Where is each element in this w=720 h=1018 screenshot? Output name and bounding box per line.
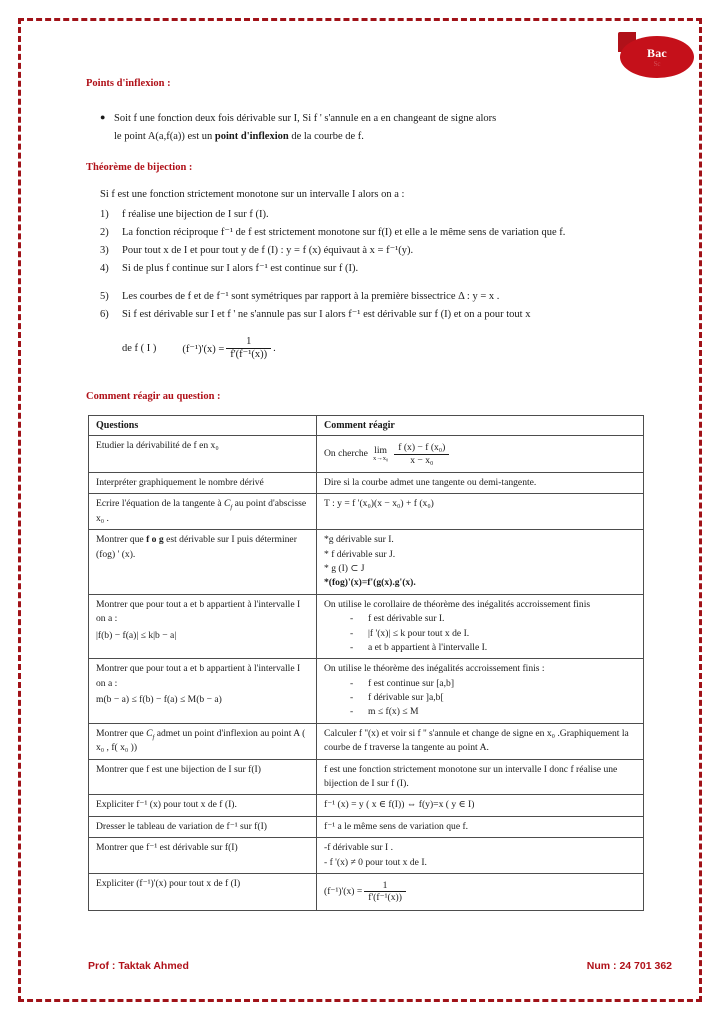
bijection-derivative-formula — [122, 336, 276, 361]
formula-lhs: (f⁻¹)'(x) = — [324, 885, 363, 897]
formula-fraction — [226, 336, 271, 361]
question-text-part2: est dérivable sur I puis déterminer (fog) ' (x). — [96, 534, 297, 560]
answer-cell: f⁻¹ (x) = y ( x ∈ f(I)) ⇔ f(y)=x ( y ∈ I) — [317, 795, 644, 816]
item-text: f réalise une bijection de I sur f (I). — [122, 209, 269, 220]
answer-cell — [317, 659, 644, 724]
column-header-comment-reagir: Comment réagir — [317, 416, 644, 436]
formula-expression — [182, 336, 275, 361]
page-footer — [88, 960, 672, 972]
list-item-label: f dérivable sur ]a,b[ — [368, 692, 444, 704]
list-item — [100, 110, 500, 147]
table-row — [89, 659, 644, 724]
answer-cell — [317, 838, 644, 874]
inflexion-bullet-text — [114, 110, 500, 147]
answer-cell: T : y = f '(x₀)(x − x₀) + f (x₀) — [317, 494, 644, 530]
answer-line: *g dérivable sur I. — [324, 534, 394, 546]
question-cell — [89, 659, 317, 724]
table-row — [89, 494, 644, 530]
composition-bold: f o g — [146, 534, 164, 546]
curve-symbol: C — [146, 727, 153, 739]
answer-line: -f dérivable sur I . — [324, 842, 393, 854]
dash-bullet-icon: - — [350, 692, 354, 704]
badge-title: Bac — [647, 45, 667, 60]
list-item-label: f est continue sur [a,b] — [368, 677, 455, 689]
item-number: 6) — [100, 309, 109, 320]
bijection-intro: Si f est une fonction strictement monotone sur un intervalle I alors on a : — [100, 189, 405, 200]
question-text-part2: admet un point d'inflexion au point A ( x₀ , f( x₀ )) — [96, 727, 306, 754]
table-row — [89, 759, 644, 795]
fraction-numerator: 1 — [246, 336, 252, 347]
section-title-inflexion: Points d'inflexion : — [86, 78, 171, 89]
answer-dash-list — [324, 612, 637, 655]
inflexion-text-part1: Soit f une fonction deux fois dérivable sur I, Si f ' s'annule en a en changeant de signe alors le point A(a,f(a)) est un — [114, 113, 497, 143]
section-title-bijection: Théorème de bijection : — [86, 162, 193, 173]
item-number: 4) — [100, 263, 109, 274]
answer-cell — [317, 436, 644, 473]
answer-line: On utilise le théorème des inégalités accroissement finis : — [324, 663, 545, 675]
curve-subscript: f — [230, 504, 233, 512]
inflexion-text-bold: point d'inflexion — [214, 131, 289, 143]
dash-bullet-icon: - — [350, 641, 354, 653]
dash-bullet-icon: - — [350, 613, 354, 625]
question-line: Montrer que pour tout a et b appartient à l'intervalle I on a : — [96, 663, 301, 689]
table-header-row — [89, 416, 644, 436]
item-number: 1) — [100, 209, 109, 220]
answer-cell: f est une fonction strictement monotone sur un intervalle I donc f réalise une bijection de I sur f (I). — [317, 759, 644, 795]
question-math: |f(b) − f(a)| ≤ k|b − a| — [96, 629, 177, 641]
list-item-label: a et b appartient à l'intervalle I. — [368, 641, 488, 653]
item-text: Les courbes de f et de f⁻¹ sont symétriques par rapport à la première bissectrice Δ : y = x . — [122, 291, 500, 302]
item-number: 2) — [100, 227, 109, 238]
formula-label: de f ( I ) — [122, 343, 157, 355]
question-cell — [89, 594, 317, 659]
table-row — [89, 723, 644, 759]
fraction-numerator: f (x) − f (x₀) — [398, 442, 446, 454]
question-line: Montrer que pour tout a et b appartient à l'intervalle I on a : — [96, 598, 301, 625]
question-text-part1: Montrer que — [96, 727, 147, 739]
answer-line: * g (I) ⊂ J — [324, 562, 365, 574]
bijection-theorem-block — [100, 186, 605, 324]
table-row — [89, 795, 644, 816]
fraction-denominator: f'(f⁻¹(x)) — [226, 348, 271, 361]
list-item — [100, 260, 605, 277]
badge-subtitle: Sc — [653, 59, 661, 68]
formula-fraction — [364, 880, 406, 903]
list-item — [100, 306, 605, 323]
table-row — [89, 530, 644, 595]
list-item — [324, 627, 637, 641]
answer-line: * f dérivable sur J. — [324, 548, 396, 560]
answer-cell: Dire si la courbe admet une tangente ou demi-tangente. — [317, 473, 644, 494]
question-cell — [89, 494, 317, 530]
list-item — [324, 705, 637, 719]
item-text: Si de plus f continue sur I alors f⁻¹ est continue sur f (I). — [122, 263, 359, 274]
item-text: Si f est dérivable sur I et f ' ne s'annule pas sur I alors f⁻¹ est dérivable sur f (I) et on a pour tout x — [122, 309, 531, 320]
answer-dash-list — [324, 677, 637, 720]
list-item-label: f est dérivable sur I. — [368, 613, 445, 625]
question-text-part1: Ecrire l'équation de la tangente à — [96, 498, 224, 510]
formula-lhs: (f⁻¹)'(x) = — [182, 343, 225, 355]
list-item — [100, 288, 605, 305]
answer-line: - f '(x) ≠ 0 pour tout x de I. — [324, 856, 427, 868]
question-cell: Interpréter graphiquement le nombre dérivé — [89, 473, 317, 494]
question-cell: Montrer que f⁻¹ est dérivable sur f(I) — [89, 838, 317, 874]
table-row — [89, 594, 644, 659]
questions-reactions-table — [88, 415, 644, 911]
list-item — [100, 242, 605, 259]
table-row — [89, 816, 644, 837]
answer-line: On utilise le corollaire de théorème des inégalités accroissement finis — [324, 598, 591, 610]
table-row — [89, 473, 644, 494]
lim-subscript: x→x₀ — [372, 454, 389, 462]
list-item — [100, 224, 605, 241]
item-number: 3) — [100, 245, 109, 256]
answer-cell: Calculer f ''(x) et voir si f '' s'annule et change de signe en x₀ .Graphiquement la courbe de f traverse la tangente au point A. — [317, 723, 644, 759]
question-text-part1: Montrer que — [96, 534, 147, 546]
question-cell — [89, 530, 317, 595]
formula-period: . — [273, 343, 276, 355]
footer-phone-number: Num : 24 701 362 — [586, 960, 672, 972]
section-title-reagir: Comment réagir au question : — [86, 391, 221, 402]
lim-operator — [373, 446, 388, 462]
answer-cell: f⁻¹ a le même sens de variation que f. — [317, 816, 644, 837]
fraction-numerator: 1 — [382, 880, 388, 892]
column-header-questions: Questions — [89, 416, 317, 436]
curve-subscript: f — [152, 733, 155, 741]
question-math: m(b − a) ≤ f(b) − f(a) ≤ M(b − a) — [96, 694, 222, 706]
table-row — [89, 436, 644, 473]
limit-expression — [324, 439, 637, 469]
dash-bullet-icon: - — [350, 706, 354, 718]
answer-line-bold: *(fog)'(x)=f'(g(x).g'(x). — [324, 577, 416, 589]
badge-ellipse-shape — [620, 36, 694, 78]
list-item — [324, 641, 637, 655]
list-item — [100, 206, 605, 223]
bullet-dot-icon: ● — [100, 112, 106, 122]
item-text: La fonction réciproque f⁻¹ de f est strictement monotone sur f(I) et elle a le même sens de variation que f. — [122, 227, 566, 238]
inverse-derivative-formula — [324, 877, 637, 907]
question-cell: Expliciter (f⁻¹)'(x) pour tout x de f (I) — [89, 873, 317, 910]
difference-quotient-fraction — [394, 442, 449, 465]
footer-professor-name: Prof : Taktak Ahmed — [88, 960, 189, 972]
table-row — [89, 838, 644, 874]
answer-cell — [317, 594, 644, 659]
fraction-denominator: f'(f⁻¹(x)) — [364, 891, 406, 903]
lim-label: lim — [374, 444, 387, 456]
answer-prefix: On cherche — [324, 447, 368, 459]
dash-bullet-icon: - — [350, 677, 354, 689]
list-item — [324, 612, 637, 626]
dash-bullet-icon: - — [350, 627, 354, 639]
inflexion-bullet-block — [100, 110, 500, 147]
list-item-label: |f '(x)| ≤ k pour tout x de I. — [368, 627, 470, 639]
item-number: 5) — [100, 291, 109, 302]
inflexion-text-part2: de la courbe de f. — [288, 131, 364, 143]
answer-cell — [317, 530, 644, 595]
item-text: Pour tout x de I et pour tout y de f (I) : y = f (x) équivaut à x = f⁻¹(y). — [122, 245, 414, 256]
question-cell: Montrer que f est une bijection de I sur f(I) — [89, 759, 317, 795]
question-text-part2: au point d'abscisse x₀ . — [96, 498, 307, 524]
fraction-denominator: x − x₀ — [394, 454, 449, 466]
table-row — [89, 873, 644, 910]
question-cell: Expliciter f⁻¹ (x) pour tout x de f (I). — [89, 795, 317, 816]
question-cell: Dresser le tableau de variation de f⁻¹ sur f(I) — [89, 816, 317, 837]
curve-symbol: C — [223, 498, 231, 510]
answer-cell — [317, 873, 644, 910]
list-item-label: m ≤ f(x) ≤ M — [368, 706, 419, 718]
question-cell — [89, 723, 317, 759]
question-cell: Etudier la dérivabilité de f en x₀ — [89, 436, 317, 473]
list-item — [324, 691, 637, 705]
bac-badge — [616, 32, 698, 80]
list-item — [324, 677, 637, 691]
